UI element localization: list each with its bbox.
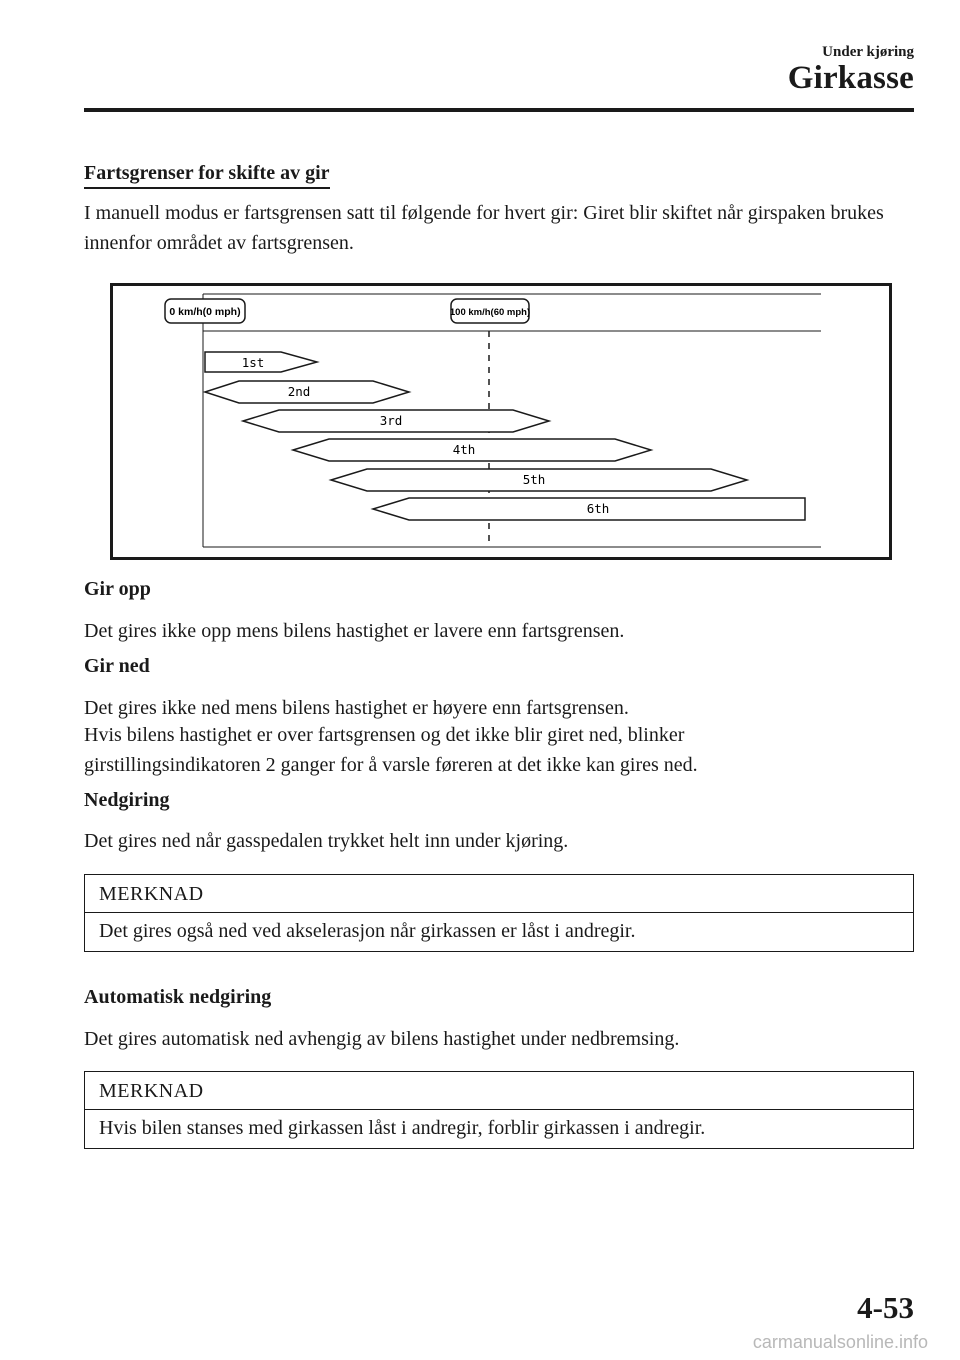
speed-limits-heading: Fartsgrenser for skifte av gir <box>84 162 330 189</box>
page-title: Girkasse <box>787 60 914 96</box>
gir-opp-text: Det gires ikke opp mens bilens hastighet er lavere enn fartsgrensen. <box>84 620 625 642</box>
gear-6th-label: 6th <box>586 501 610 516</box>
svg-text:0 km/h(0 mph): 0 km/h(0 mph) <box>169 306 241 318</box>
speed-label-100 <box>450 299 530 323</box>
gir-ned-text-1: Det gires ikke ned mens bilens hastighet er høyere enn fartsgrensen. <box>84 697 629 719</box>
page-number: 4-53 <box>857 1290 914 1325</box>
svg-text:100 km/h(60 mph): 100 km/h(60 mph) <box>449 307 531 318</box>
auto-heading: Automatisk nedgiring <box>84 986 272 1008</box>
nedgiring-text: Det gires ned når gasspedalen trykket helt inn under kjøring. <box>84 830 569 852</box>
speed-label-0 <box>165 299 245 323</box>
nedgiring-heading: Nedgiring <box>84 789 170 811</box>
gear-5th-label: 5th <box>522 472 546 487</box>
gir-ned-text-2: Hvis bilens hastighet er over fartsgrensen og det ikke blir giret ned, blinker girstillingsindikatoren 2 ganger for å varsle føreren at det ikke kan gires ned. <box>84 724 698 776</box>
gir-opp-heading: Gir opp <box>84 578 151 600</box>
note-1-text: Det gires også ned ved akselerasjon når girkassen er låst i andregir. <box>99 920 636 942</box>
gear-2nd-label: 2nd <box>287 384 311 399</box>
speed-limits-intro: I manuell modus er fartsgrensen satt til følgende for hvert gir: Giret blir skiftet når girspaken brukes innenfor området av fartsgrensen. <box>84 202 884 254</box>
header-rule <box>84 108 914 112</box>
note-2-title: MERKNAD <box>85 1072 913 1110</box>
note-2-text: Hvis bilen stanses med girkassen låst i andregir, forblir girkassen i andregir. <box>99 1117 706 1139</box>
gear-3rd-label: 3rd <box>379 413 403 428</box>
gear-4th-label: 4th <box>452 442 476 457</box>
auto-text: Det gires automatisk ned avhengig av bilens hastighet under nedbremsing. <box>84 1028 680 1050</box>
gear-1st-label: 1st <box>241 355 265 370</box>
note-box-2 <box>84 1071 914 1149</box>
watermark: carmanualsonline.info <box>752 1332 928 1352</box>
gir-ned-heading: Gir ned <box>84 655 150 677</box>
note-box-1 <box>84 874 914 952</box>
header-section: Under kjøring <box>822 44 914 60</box>
note-1-title: MERKNAD <box>85 875 913 913</box>
gear-speed-diagram <box>110 283 892 560</box>
